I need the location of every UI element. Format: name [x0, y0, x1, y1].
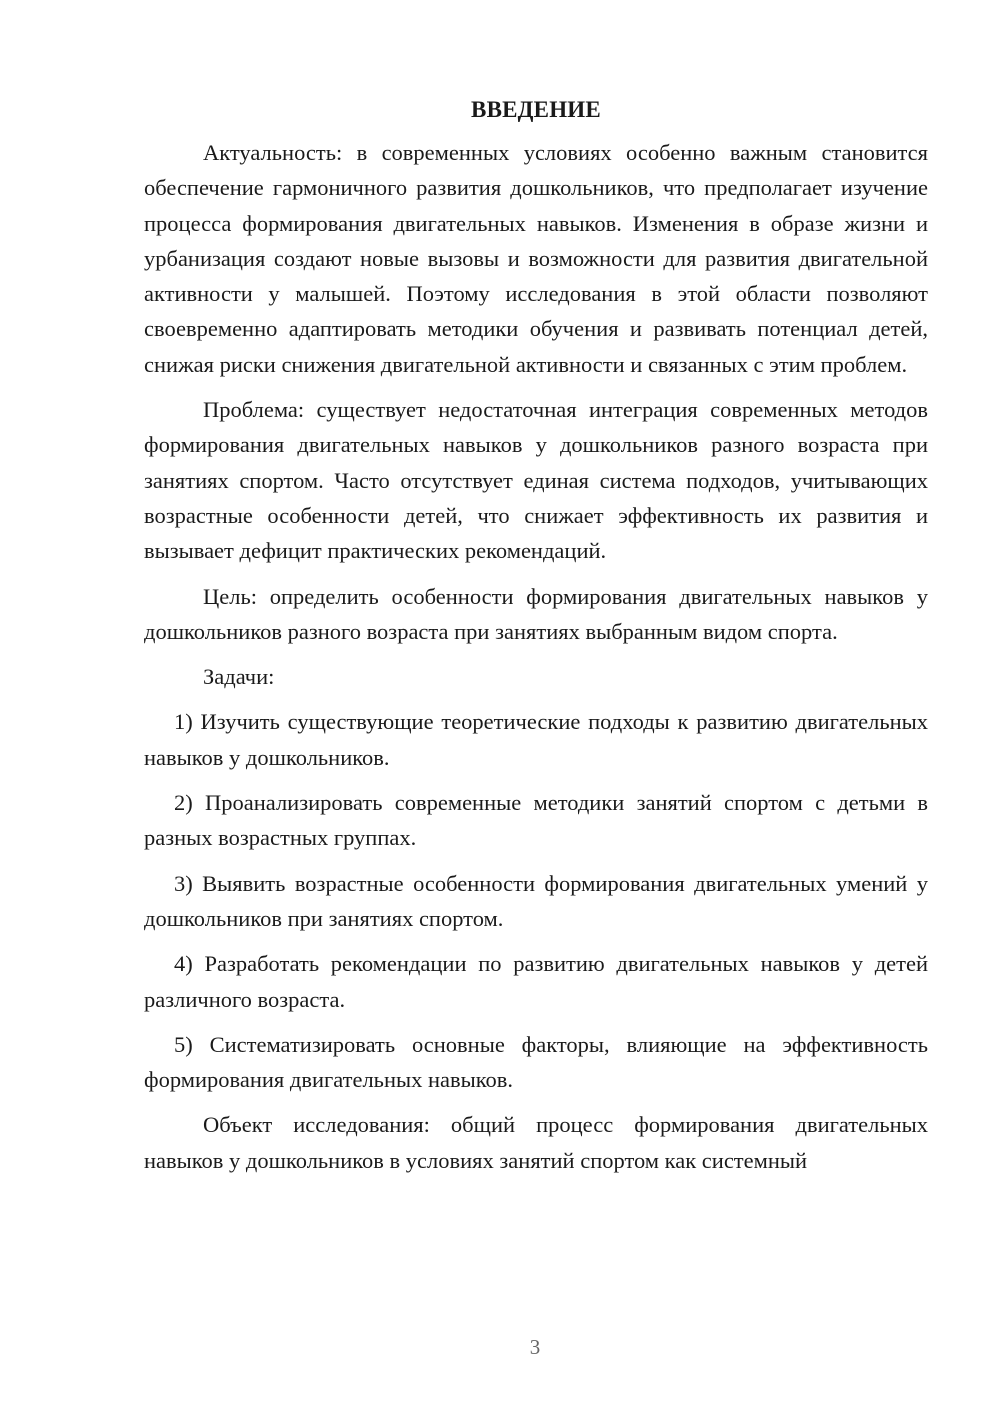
task-item-3: 3) Выявить возрастные особенности формирования двигательных умений у дошкольников при занятиях спортом. — [144, 870, 928, 931]
paragraph-goal: Цель: определить особенности формирования двигательных навыков у дошкольников разного возраста при занятиях выбранным видом спорта. — [144, 583, 928, 644]
page-title: ВВЕДЕНИЕ — [471, 97, 601, 122]
paragraph-problem: Проблема: существует недостаточная интеграция современных методов формирования двигательных навыков у дошкольников разного возраста при занятиях спортом. Часто отсутствует единая система подходов, учитывающих возрастные особенности детей, что снижает эффективность их развития и вызывает дефицит практических рекомендаций. — [144, 397, 928, 564]
tasks-heading: Задачи: — [203, 664, 275, 690]
page-number: 3 — [529, 1335, 541, 1359]
task-item-1: 1) Изучить существующие теоретические подходы к развитию двигательных навыков у дошкольников. — [144, 709, 928, 770]
paragraph-object: Объект исследования: общий процесс формирования двигательных навыков у дошкольников в условиях занятий спортом как системный — [144, 1112, 928, 1173]
task-item-2: 2) Проанализировать современные методики занятий спортом с детьми в разных возрастных группах. — [144, 790, 928, 851]
task-item-5: 5) Систематизировать основные факторы, влияющие на эффективность формирования двигательных навыков. — [144, 1031, 928, 1093]
paragraph-relevance: Актуальность: в современных условиях особенно важным становится обеспечение гармоничного развития дошкольников, что предполагает изучение процесса формирования двигательных навыков. Изменения в образе жизни и урбанизация создают новые вызовы и возможности для развития двигательной активности у малышей. Поэтому исследования в этой области позволяют своевременно адаптировать методики обучения и развивать потенциал детей, снижая риски снижения двигательной активности и связанных с этим проблем. — [144, 140, 928, 377]
document-page — [144, 92, 928, 1178]
task-item-4: 4) Разработать рекомендации по развитию двигательных навыков у детей различного возраста. — [144, 951, 928, 1012]
